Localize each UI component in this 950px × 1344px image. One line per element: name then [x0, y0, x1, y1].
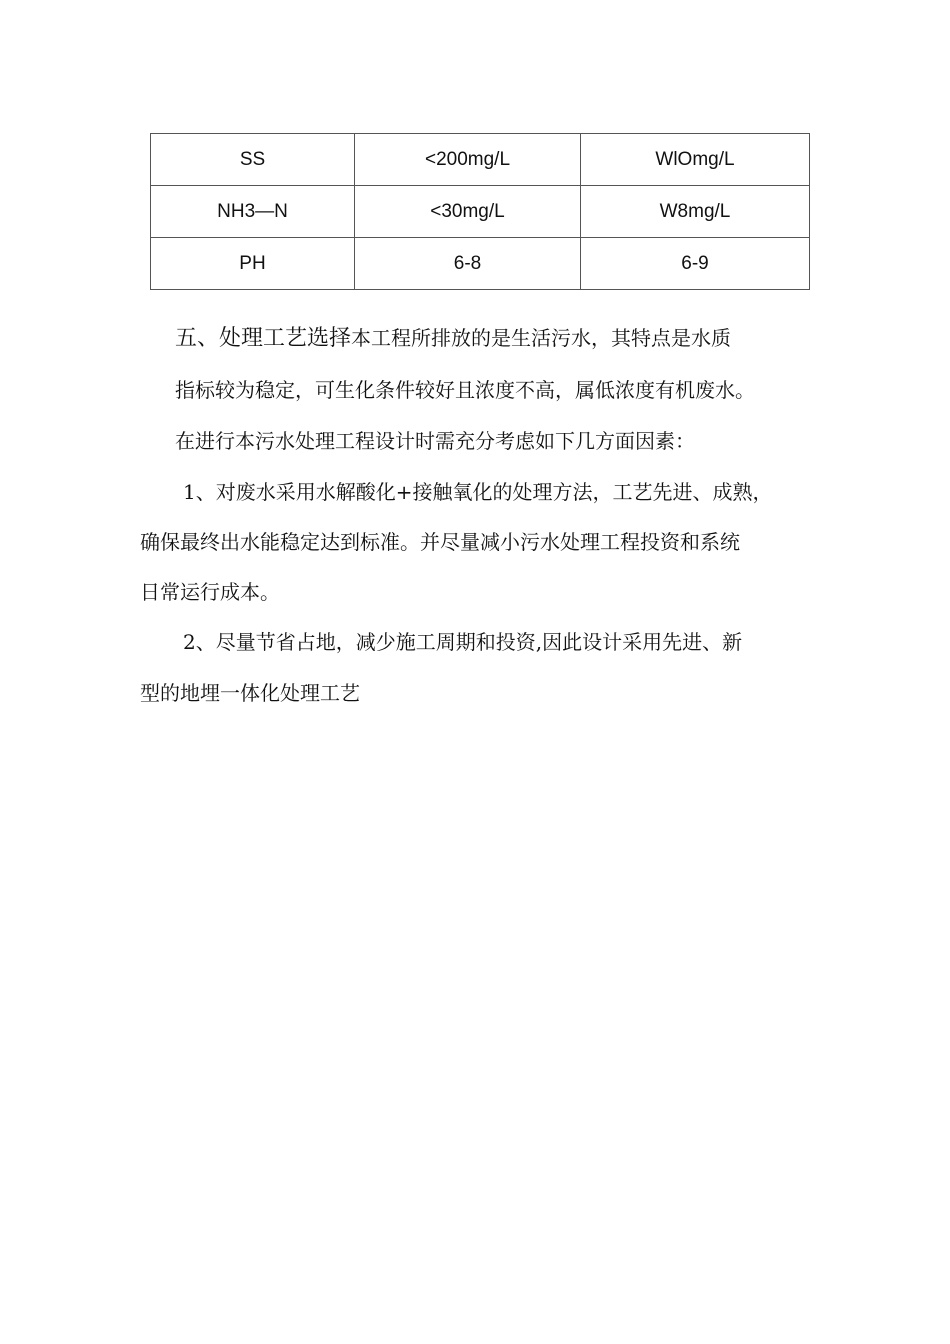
table-cell-inflow: <30mg/L [355, 186, 581, 238]
body-text-line: 在进行本污水处理工程设计时需充分考虑如下几方面因素： [175, 429, 695, 453]
table-row [151, 238, 810, 290]
list-item-1-line: 1、对废水采用水解酸化+接触氧化的处理方法，工艺先进、成熟， [183, 480, 773, 504]
list-item-1-line: 日常运行成本。 [140, 580, 280, 604]
table-cell-parameter: NH3—N [151, 186, 355, 238]
table-cell-outflow: W8mg/L [581, 186, 810, 238]
section-heading: 五、处理工艺选择 [175, 326, 352, 351]
table-cell-outflow: 6-9 [581, 238, 810, 290]
list-item-2-line: 型的地埋一体化处理工艺 [140, 681, 360, 705]
table-cell-parameter: PH [151, 238, 355, 290]
body-text-line: 本工程所排放的是生活污水，其特点是水质 [351, 326, 732, 350]
water-quality-table [150, 133, 810, 290]
list-item-2-line: 2、尽量节省占地，减少施工周期和投资,因此设计采用先进、新 [183, 630, 743, 654]
section-first-line [175, 325, 731, 352]
table-cell-inflow: 6-8 [355, 238, 581, 290]
table-row [151, 186, 810, 238]
table-row [151, 134, 810, 186]
body-text-line: 指标较为稳定，可生化条件较好且浓度不高，属低浓度有机废水。 [175, 378, 755, 402]
list-item-1-line: 确保最终出水能稳定达到标准。并尽量减小污水处理工程投资和系统 [140, 530, 740, 554]
table-cell-parameter: SS [151, 134, 355, 186]
table-cell-inflow: <200mg/L [355, 134, 581, 186]
table-cell-outflow: WlOmg/L [581, 134, 810, 186]
